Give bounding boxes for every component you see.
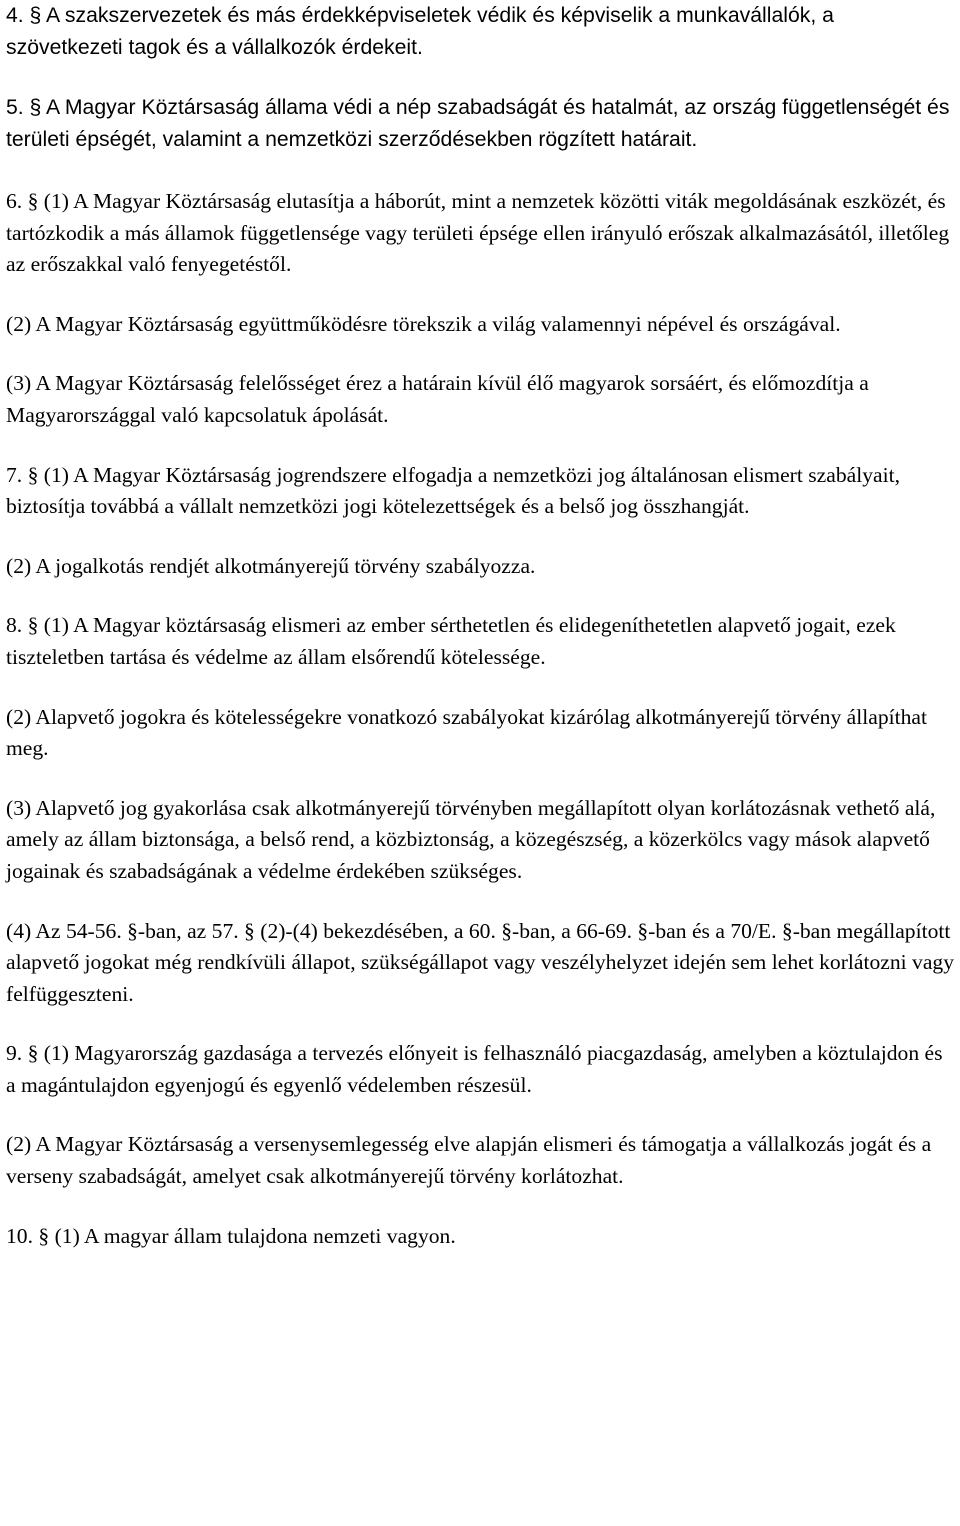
paragraph-section-8-3: (3) Alapvető jog gyakorlása csak alkotmányerejű törvényben megállapított olyan korlátozásnak vethető alá, amely az állam biztonsága, a belső rend, a közbiztonság, a közegészség, a közerkölcs vagy mások alapvető jogainak és szabadságának a védelme érdekében szükséges. [6,795,936,883]
paragraph-section-8-4: (4) Az 54-56. §-ban, az 57. § (2)-(4) bekezdésében, a 60. §-ban, a 66-69. §-ban és a 70/E. §-ban megállapított alapvető jogokat még rendkívüli állapot, szükségállapot vagy veszélyhelyzet idején sem lehet korlátozni vagy felfüggeszteni. [6,918,955,1006]
paragraph-section-10-1: 10. § (1) A magyar állam tulajdona nemzeti vagyon. [6,1223,456,1248]
document-page [6,0,956,1252]
paragraph-section-7-1: 7. § (1) A Magyar Köztársaság jogrendszere elfogadja a nemzetközi jog általánosan elismert szabályait, biztosítja továbbá a vállalt nemzetközi jogi kötelezettségek és a belső jog összhangját. [6,462,900,519]
paragraph-section-4: 4. § A szakszervezetek és más érdekképviseletek védik és képviselik a munkavállalók, a szövetkezeti tagok és a vállalkozók érdekeit. [6,4,834,59]
paragraph-section-9-1: 9. § (1) Magyarország gazdasága a tervezés előnyeit is felhasználó piacgazdaság, amelyben a köztulajdon és a magántulajdon egyenjogú és egyenlő védelemben részesül. [6,1041,943,1097]
paragraph-section-6-3: (3) A Magyar Köztársaság felelősséget érez a határain kívül élő magyarok sorsáért, és előmozdítja a Magyarországgal való kapcsolatuk ápolását. [6,371,869,427]
paragraph-section-5: 5. § A Magyar Köztársaság állama védi a nép szabadságát és hatalmát, az ország függetlenségét és területi épségét, valamint a nemzetközi szerződésekben rögzített határait. [6,96,950,151]
paragraph-section-9-2: (2) A Magyar Köztársaság a versenysemlegesség elve alapján elismeri és támogatja a vállalkozás jogát és a verseny szabadságát, amelyet csak alkotmányerejű törvény korlátozhat. [6,1132,932,1189]
paragraph-section-8-1: 8. § (1) A Magyar köztársaság elismeri az ember sérthetetlen és elidegeníthetetlen alapvető jogait, ezek tiszteletben tartása és védelme az állam elsőrendű kötelessége. [6,613,896,669]
paragraph-section-8-2: (2) Alapvető jogokra és kötelességekre vonatkozó szabályokat kizárólag alkotmányerejű törvény állapíthat meg. [6,704,928,761]
paragraph-section-7-2: (2) A jogalkotás rendjét alkotmányerejű törvény szabályozza. [6,553,536,578]
paragraph-section-6-1: 6. § (1) A Magyar Köztársaság elutasítja a háborút, mint a nemzetek közötti viták megoldásának eszközét, és tartózkodik a más államok függetlensége vagy területi épsége ellen irányuló erőszak alkalmazásától, illetőleg az erőszakkal való fenyegetéstől. [6,189,950,277]
paragraph-section-6-2: (2) A Magyar Köztársaság együttműködésre törekszik a világ valamennyi népével és országával. [6,311,841,336]
